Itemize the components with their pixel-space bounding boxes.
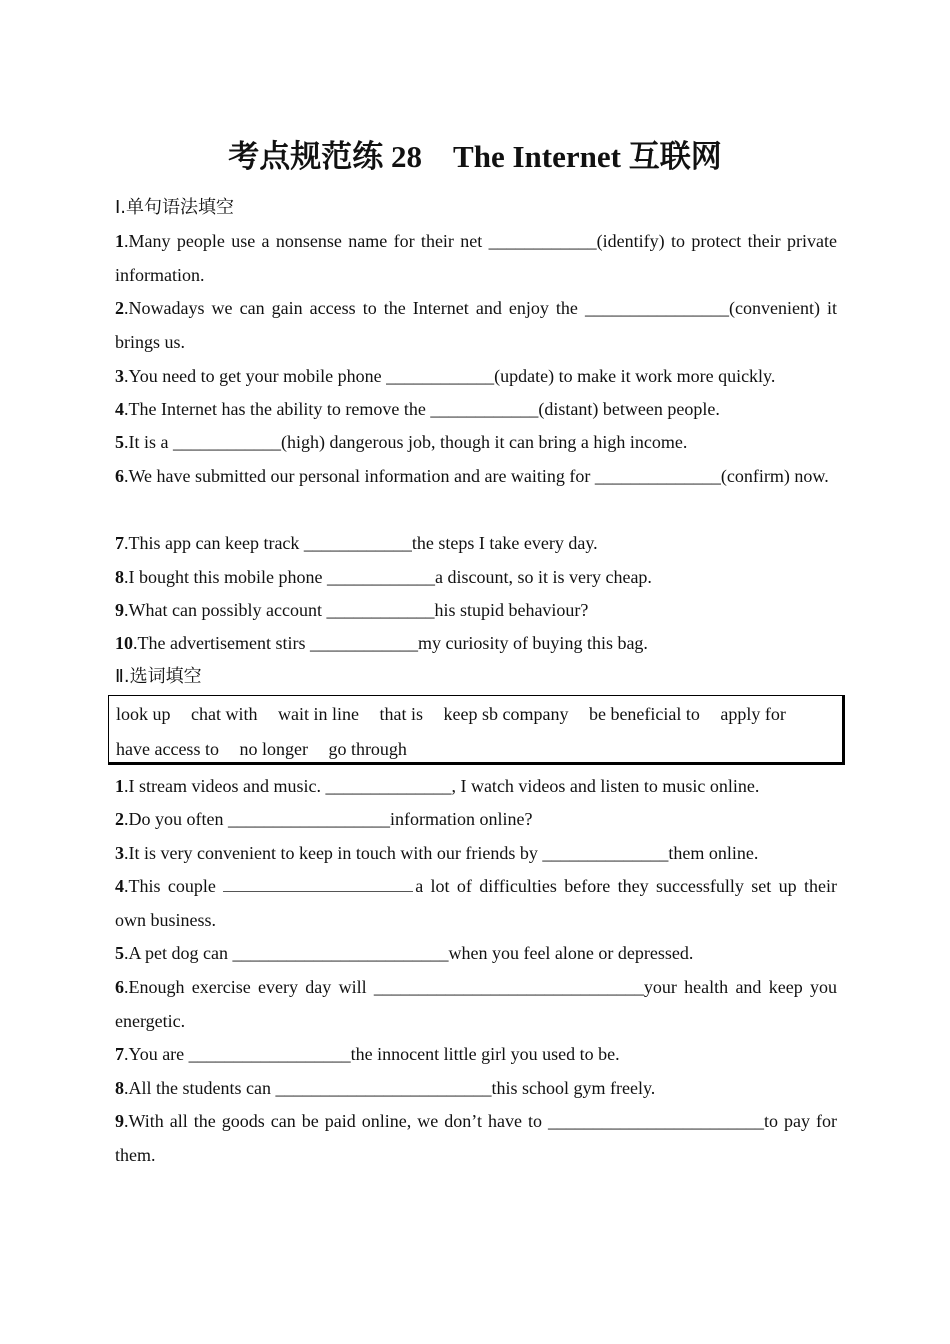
question-text: .Nowadays we can gain access to the Internet and enjoy the ________________(convenient) it brings us. [115, 298, 837, 352]
s1-question-3 [115, 359, 837, 393]
s1-question-10 [115, 626, 837, 660]
question-number: 9 [115, 1111, 124, 1131]
question-text: .With all the goods can be paid online, we don’t have to ________________________to pay for them. [115, 1111, 837, 1165]
question-text: .The advertisement stirs ____________my curiosity of buying this bag. [133, 633, 648, 653]
question-text: .Many people use a nonsense name for their net ____________(identify) to protect their private information. [115, 231, 837, 285]
question-text: .You need to get your mobile phone ____________(update) to make it work more quickly. [124, 366, 776, 386]
word-bank-phrase: wait in line [278, 704, 359, 724]
section-2-heading: Ⅱ.选词填空 [115, 666, 202, 687]
s1-question-9 [115, 593, 837, 627]
question-number: 6 [115, 466, 124, 486]
question-text: .We have submitted our personal information and are waiting for ______________(confirm) now. [124, 466, 829, 486]
word-bank-phrase: keep sb company [443, 704, 569, 724]
s1-question-1 [115, 224, 837, 292]
s2-question-1 [115, 769, 837, 803]
question-number: 1 [115, 231, 124, 251]
word-bank-phrase: look up [116, 704, 171, 724]
question-number: 9 [115, 600, 124, 620]
word-bank-phrase: no longer [239, 739, 308, 759]
question-number: 2 [115, 298, 124, 318]
question-number: 3 [115, 843, 124, 863]
question-number: 1 [115, 776, 124, 796]
question-number: 5 [115, 432, 124, 452]
word-bank-row-1 [116, 702, 802, 726]
s2-question-5 [115, 936, 837, 970]
question-text: .I bought this mobile phone ____________a discount, so it is very cheap. [124, 567, 652, 587]
s1-question-2 [115, 291, 837, 359]
s2-question-6 [115, 970, 837, 1038]
question-text: .The Internet has the ability to remove the ____________(distant) between people. [124, 399, 720, 419]
s2-question-2 [115, 802, 837, 836]
question-text: .What can possibly account ____________his stupid behaviour? [124, 600, 589, 620]
word-bank-row-2 [116, 737, 423, 761]
question-number: 4 [115, 876, 124, 896]
question-text: .This app can keep track ____________the steps I take every day. [124, 533, 598, 553]
section-1-heading: Ⅰ.单句语法填空 [115, 197, 235, 218]
word-bank-phrase: be beneficial to [588, 704, 700, 724]
s2-question-9 [115, 1104, 837, 1172]
question-number: 10 [115, 633, 133, 653]
word-bank-phrase: have access to [116, 739, 219, 759]
s2-question-3 [115, 836, 837, 870]
question-number: 8 [115, 567, 124, 587]
question-number: 5 [115, 943, 124, 963]
word-bank-phrase: chat with [191, 704, 258, 724]
question-text: .This couple [124, 876, 224, 896]
question-number: 8 [115, 1078, 124, 1098]
word-bank-box [108, 695, 845, 765]
question-text: .I stream videos and music. ______________, I watch videos and listen to music online. [124, 776, 760, 796]
question-number: 2 [115, 809, 124, 829]
question-text: a lot of difficulties before they successfully set up their own business. [115, 876, 837, 930]
question-text: .All the students can ________________________this school gym freely. [124, 1078, 656, 1098]
question-text: .Do you often __________________information online? [124, 809, 533, 829]
question-text: .Enough exercise every day will ______________________________your health and keep you energetic. [115, 977, 837, 1031]
question-number: 7 [115, 533, 124, 553]
question-text: .It is a ____________(high) dangerous job, though it can bring a high income. [124, 432, 688, 452]
word-bank-phrase: go through [328, 739, 407, 759]
question-text: .It is very convenient to keep in touch with our friends by ______________them online. [124, 843, 759, 863]
question-number: 4 [115, 399, 124, 419]
word-bank-phrase: that is [379, 704, 423, 724]
s1-question-5 [115, 425, 837, 459]
answer-blank [223, 875, 413, 892]
page-title: 考点规范练 28 The Internet 互联网 [228, 139, 722, 174]
s1-question-6 [115, 459, 837, 493]
s1-question-7 [115, 526, 837, 560]
question-text: .A pet dog can ________________________when you feel alone or depressed. [124, 943, 694, 963]
s1-question-8 [115, 560, 837, 594]
word-bank-phrase: apply for [720, 704, 786, 724]
s2-question-8 [115, 1071, 837, 1105]
s1-question-4 [115, 392, 837, 426]
question-number: 3 [115, 366, 124, 386]
question-number: 7 [115, 1044, 124, 1064]
s2-question-7 [115, 1037, 837, 1071]
question-text: .You are __________________the innocent little girl you used to be. [124, 1044, 620, 1064]
question-number: 6 [115, 977, 124, 997]
s2-question-4 [115, 869, 837, 937]
